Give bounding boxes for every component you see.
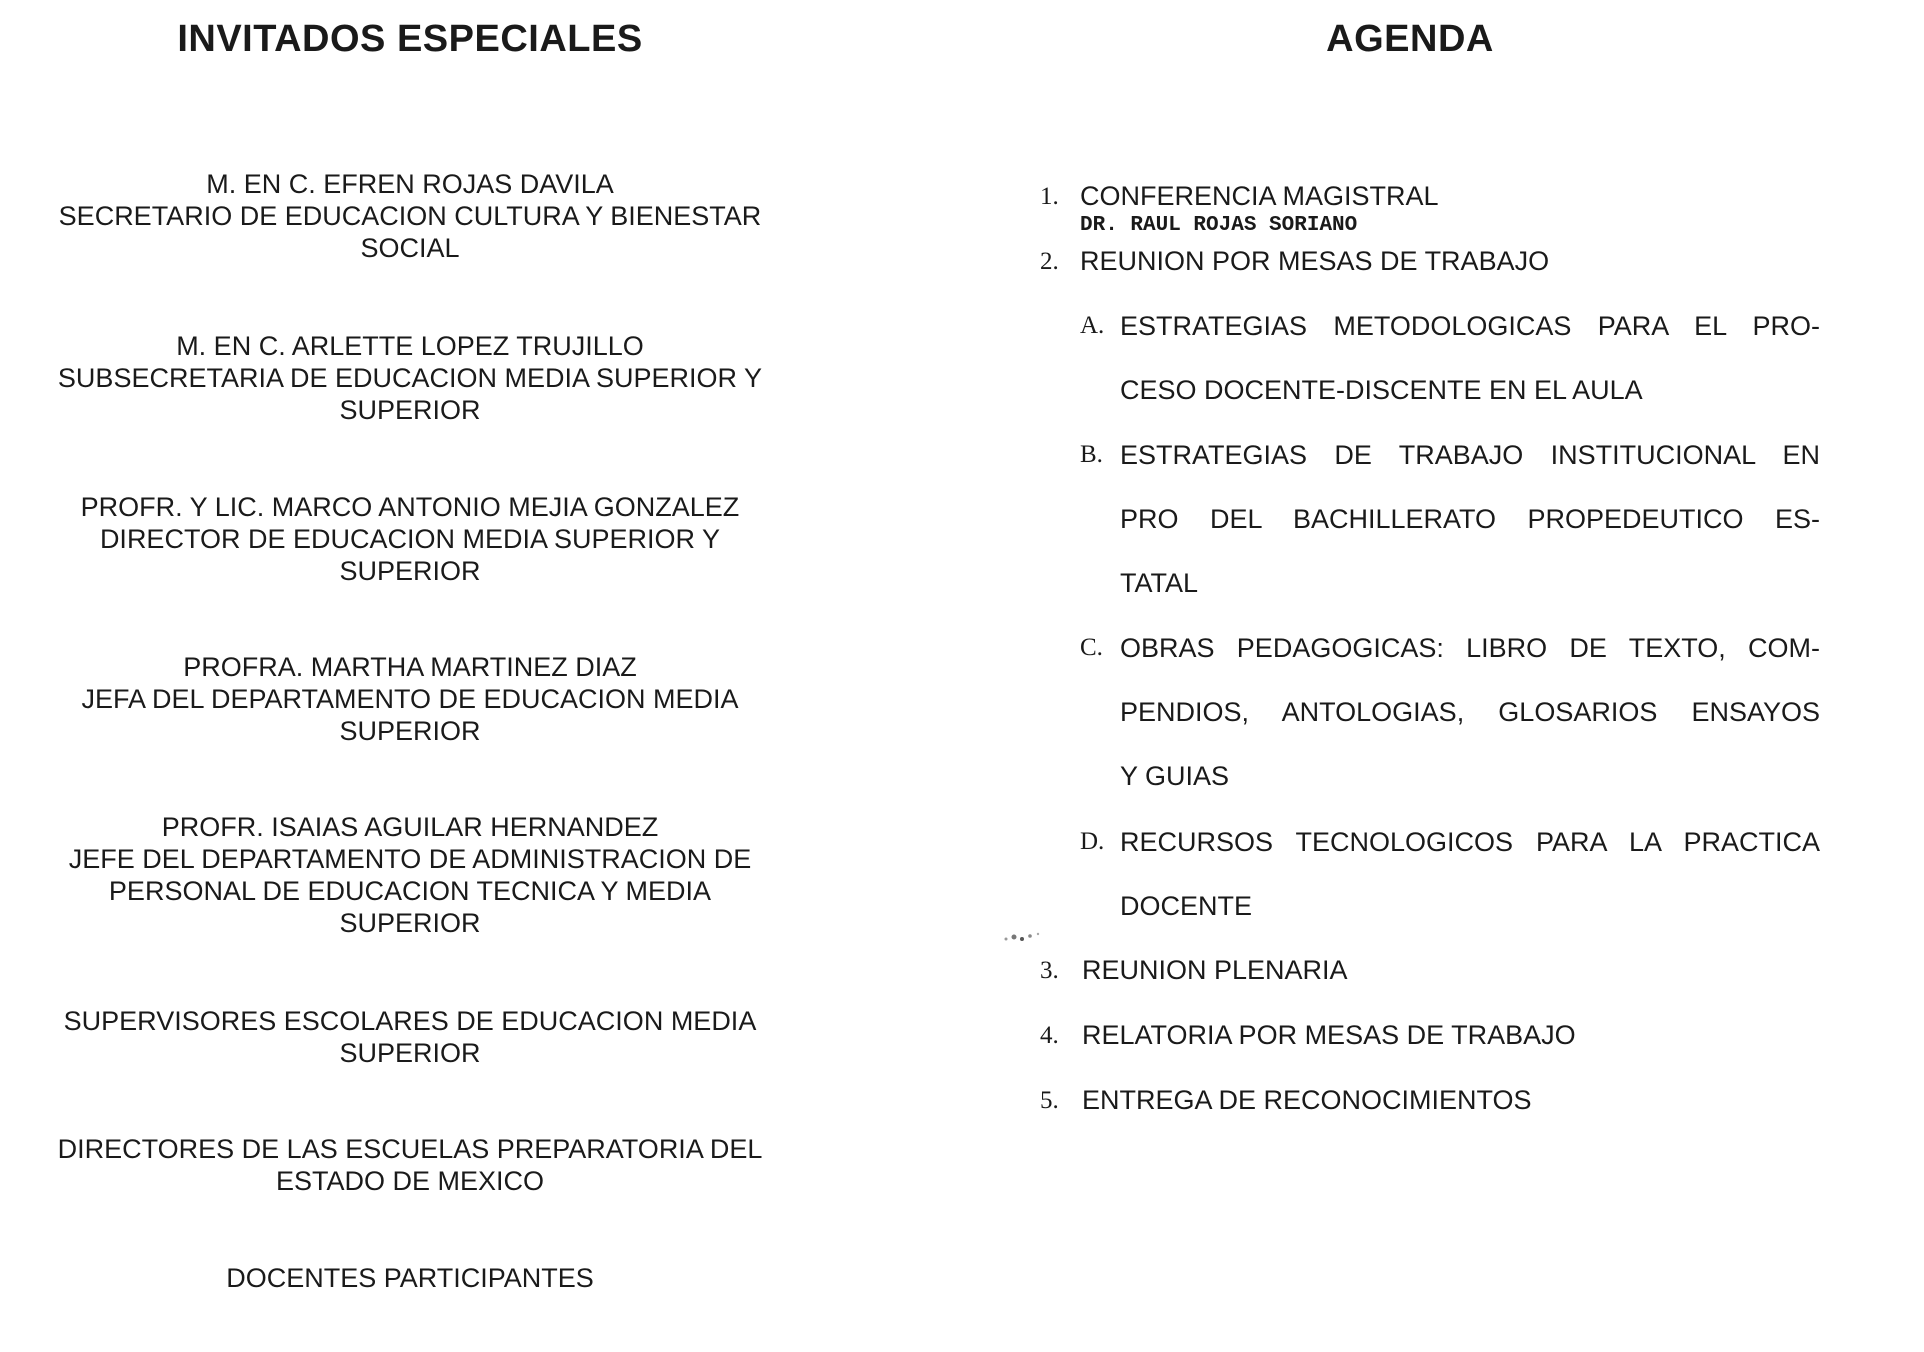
subitem-letter: A. (1080, 312, 1105, 339)
subitem-line: ESTRATEGIAS METODOLOGICAS PARA EL PRO- (1120, 311, 1820, 341)
subitem-line: ESTRATEGIAS DE TRABAJO INSTITUCIONAL EN (1120, 440, 1820, 470)
agenda-number: 1. (1040, 183, 1059, 210)
subitem-line: TATAL (1120, 568, 1199, 598)
guest-title: SUPERIOR (339, 716, 481, 746)
subitem-text (1120, 616, 1820, 808)
guest-name: M. EN C. ARLETTE LOPEZ TRUJILLO (176, 331, 644, 361)
guest-title: JEFE DEL DEPARTAMENTO DE ADMINISTRACION DE (68, 844, 752, 874)
agenda-item-text: CONFERENCIA MAGISTRAL (1080, 181, 1439, 211)
guest-block (30, 811, 790, 939)
guest-block (30, 1133, 790, 1197)
scan-speck (1000, 930, 1044, 944)
subitem-line: RECURSOS TECNOLOGICOS PARA LA PRACTICA (1120, 827, 1820, 857)
guest-block (30, 1005, 790, 1069)
subitem-line: Y GUIAS (1120, 761, 1230, 791)
agenda-item-text: RELATORIA POR MESAS DE TRABAJO (1082, 1020, 1576, 1050)
invitados-heading: INVITADOS ESPECIALES (177, 18, 643, 60)
guest-title: SOCIAL (360, 233, 460, 263)
agenda-number: 4. (1040, 1022, 1059, 1049)
guest-block (30, 1262, 790, 1294)
guest-title: ESTADO DE MEXICO (275, 1166, 545, 1196)
guest-title: SUPERIOR (339, 395, 481, 425)
agenda-number: 5. (1040, 1087, 1059, 1114)
subitem-line: PENDIOS, ANTOLOGIAS, GLOSARIOS ENSAYOS (1120, 697, 1820, 727)
guest-block (30, 651, 790, 747)
agenda-number: 2. (1040, 248, 1059, 275)
guest-block (30, 168, 790, 264)
subitem-line: OBRAS PEDAGOGICAS: LIBRO DE TEXTO, COM- (1120, 633, 1820, 663)
guest-title: DIRECTOR DE EDUCACION MEDIA SUPERIOR Y (99, 524, 721, 554)
invitados-panel (0, 0, 820, 1352)
guest-title: SUPERIOR (339, 1038, 481, 1068)
guest-title: SUBSECRETARIA DE EDUCACION MEDIA SUPERIOR Y (57, 363, 763, 393)
subitem-text (1120, 294, 1820, 422)
subitem-line: CESO DOCENTE-DISCENTE EN EL AULA (1120, 375, 1643, 405)
subitem-line: DOCENTE (1120, 891, 1253, 921)
guest-block (30, 330, 790, 426)
subitem-letter: D. (1080, 828, 1105, 855)
guest-name: PROFR. Y LIC. MARCO ANTONIO MEJIA GONZALEZ (80, 492, 740, 522)
guest-title: PERSONAL DE EDUCACION TECNICA Y MEDIA (108, 876, 712, 906)
guest-name: DOCENTES PARTICIPANTES (226, 1263, 594, 1293)
subitem-text (1120, 810, 1820, 938)
guest-title: JEFA DEL DEPARTAMENTO DE EDUCACION MEDIA (81, 684, 739, 714)
agenda-speaker: DR. RAUL ROJAS SORIANO (1080, 214, 1358, 237)
guest-name: PROFRA. MARTHA MARTINEZ DIAZ (183, 652, 637, 682)
guest-name: DIRECTORES DE LAS ESCUELAS PREPARATORIA DEL (57, 1134, 763, 1164)
subitem-line: PRO DEL BACHILLERATO PROPEDEUTICO ES- (1120, 504, 1820, 534)
subitem-letter: C. (1080, 634, 1103, 661)
subitem-text (1120, 423, 1820, 615)
guest-name: PROFR. ISAIAS AGUILAR HERNANDEZ (161, 812, 659, 842)
guest-title: SECRETARIO DE EDUCACION CULTURA Y BIENESTAR (58, 201, 762, 231)
agenda-number: 3. (1040, 957, 1059, 984)
agenda-item-text: REUNION PLENARIA (1082, 955, 1348, 985)
guest-block (30, 491, 790, 587)
guest-name: SUPERVISORES ESCOLARES DE EDUCACION MEDIA (63, 1006, 757, 1036)
guest-title: SUPERIOR (339, 908, 481, 938)
agenda-heading: AGENDA (1326, 18, 1494, 60)
subitem-letter: B. (1080, 441, 1103, 468)
guest-title: SUPERIOR (339, 556, 481, 586)
agenda-item-text: ENTREGA DE RECONOCIMIENTOS (1082, 1085, 1532, 1115)
agenda-item-text: REUNION POR MESAS DE TRABAJO (1080, 246, 1550, 276)
guest-name: M. EN C. EFREN ROJAS DAVILA (206, 169, 614, 199)
